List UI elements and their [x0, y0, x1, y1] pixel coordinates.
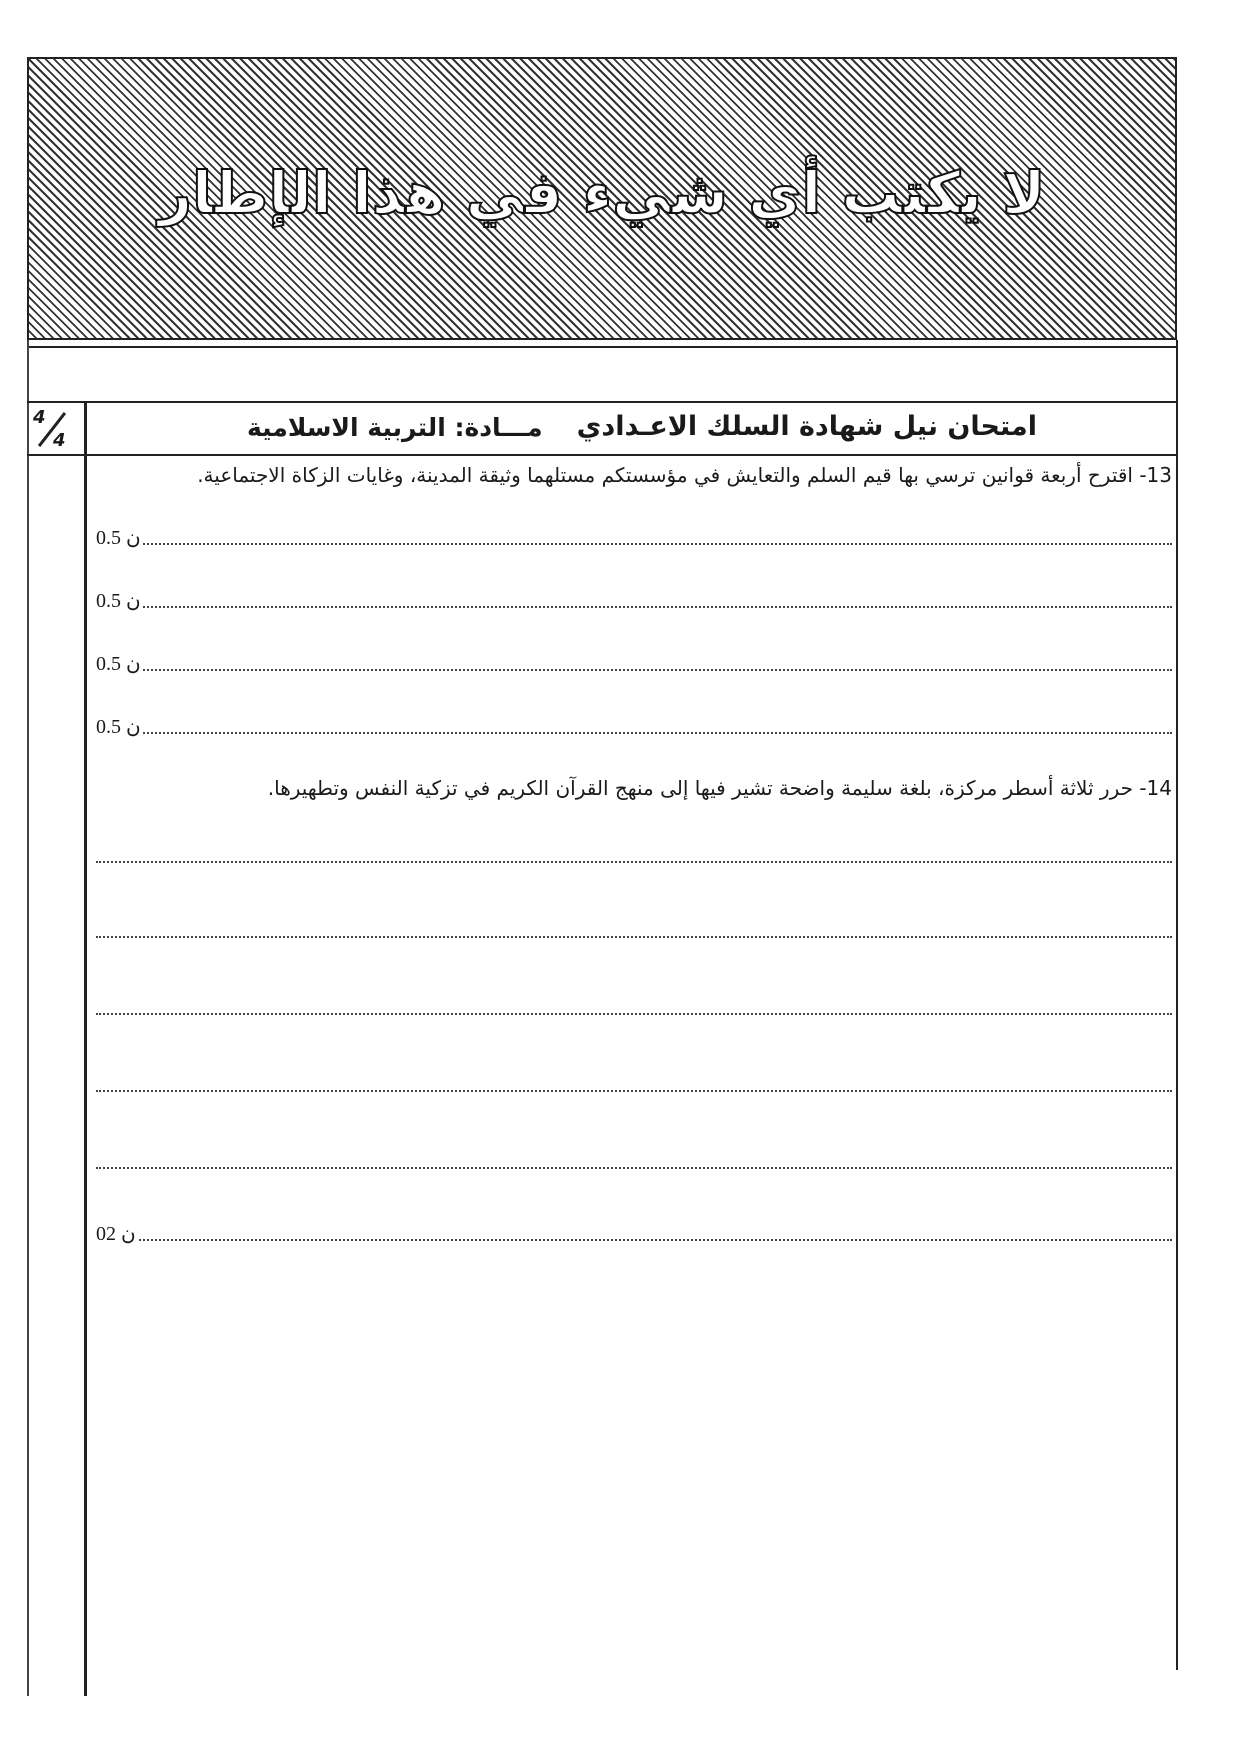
divider	[27, 346, 1177, 348]
grade-margin-line	[84, 404, 87, 1696]
answer-line[interactable]	[96, 1218, 1172, 1244]
dotted-line	[96, 669, 1172, 671]
dotted-line	[96, 606, 1172, 608]
answer-line[interactable]	[96, 711, 1172, 737]
score-label: 0.5 ن	[96, 527, 141, 549]
subject-label: مـــادة: التربية الاسلامية	[247, 413, 543, 442]
frame-right-border	[1176, 340, 1178, 1670]
dotted-line	[96, 732, 1172, 734]
exam-header	[27, 401, 1177, 456]
question-14: 14- حرر ثلاثة أسطر مركزة، بلغة سليمة واضحة تشير فيها إلى منهج القرآن الكريم في تزكية النفس وتطهيرها.	[267, 776, 1172, 800]
score-label: 02 ن	[96, 1223, 136, 1245]
answer-line[interactable]	[96, 915, 1172, 941]
answer-line[interactable]	[96, 992, 1172, 1018]
margin-line	[27, 340, 29, 1696]
dotted-line	[96, 861, 1172, 863]
answer-line[interactable]	[96, 648, 1172, 674]
page-number-badge	[27, 403, 87, 454]
dotted-line	[96, 936, 1172, 938]
dotted-line	[96, 1090, 1172, 1092]
answer-line[interactable]	[96, 840, 1172, 866]
dotted-line	[96, 543, 1172, 545]
score-label: 0.5 ن	[96, 716, 141, 738]
page-number: 4	[33, 407, 46, 428]
dotted-line	[96, 1239, 1172, 1241]
score-label: 0.5 ن	[96, 653, 141, 675]
answer-line[interactable]	[96, 1146, 1172, 1172]
no-write-zone	[27, 57, 1177, 340]
question-13: 13- اقترح أربعة قوانين ترسي بها قيم السلم والتعايش في مؤسستكم مستلهما وثيقة المدينة، وغايات الزكاة الاجتماعية.	[197, 463, 1172, 487]
score-label: 0.5 ن	[96, 590, 141, 612]
dotted-line	[96, 1167, 1172, 1169]
answer-line[interactable]	[96, 522, 1172, 548]
dotted-line	[96, 1013, 1172, 1015]
exam-title: امتحان نيل شهادة السلك الاعـدادي	[576, 411, 1037, 442]
page-total: 4	[53, 430, 66, 451]
answer-line[interactable]	[96, 585, 1172, 611]
no-write-banner-text: لا يكتب أي شيء في هذا الإطار	[158, 159, 1046, 227]
answer-line[interactable]	[96, 1069, 1172, 1095]
